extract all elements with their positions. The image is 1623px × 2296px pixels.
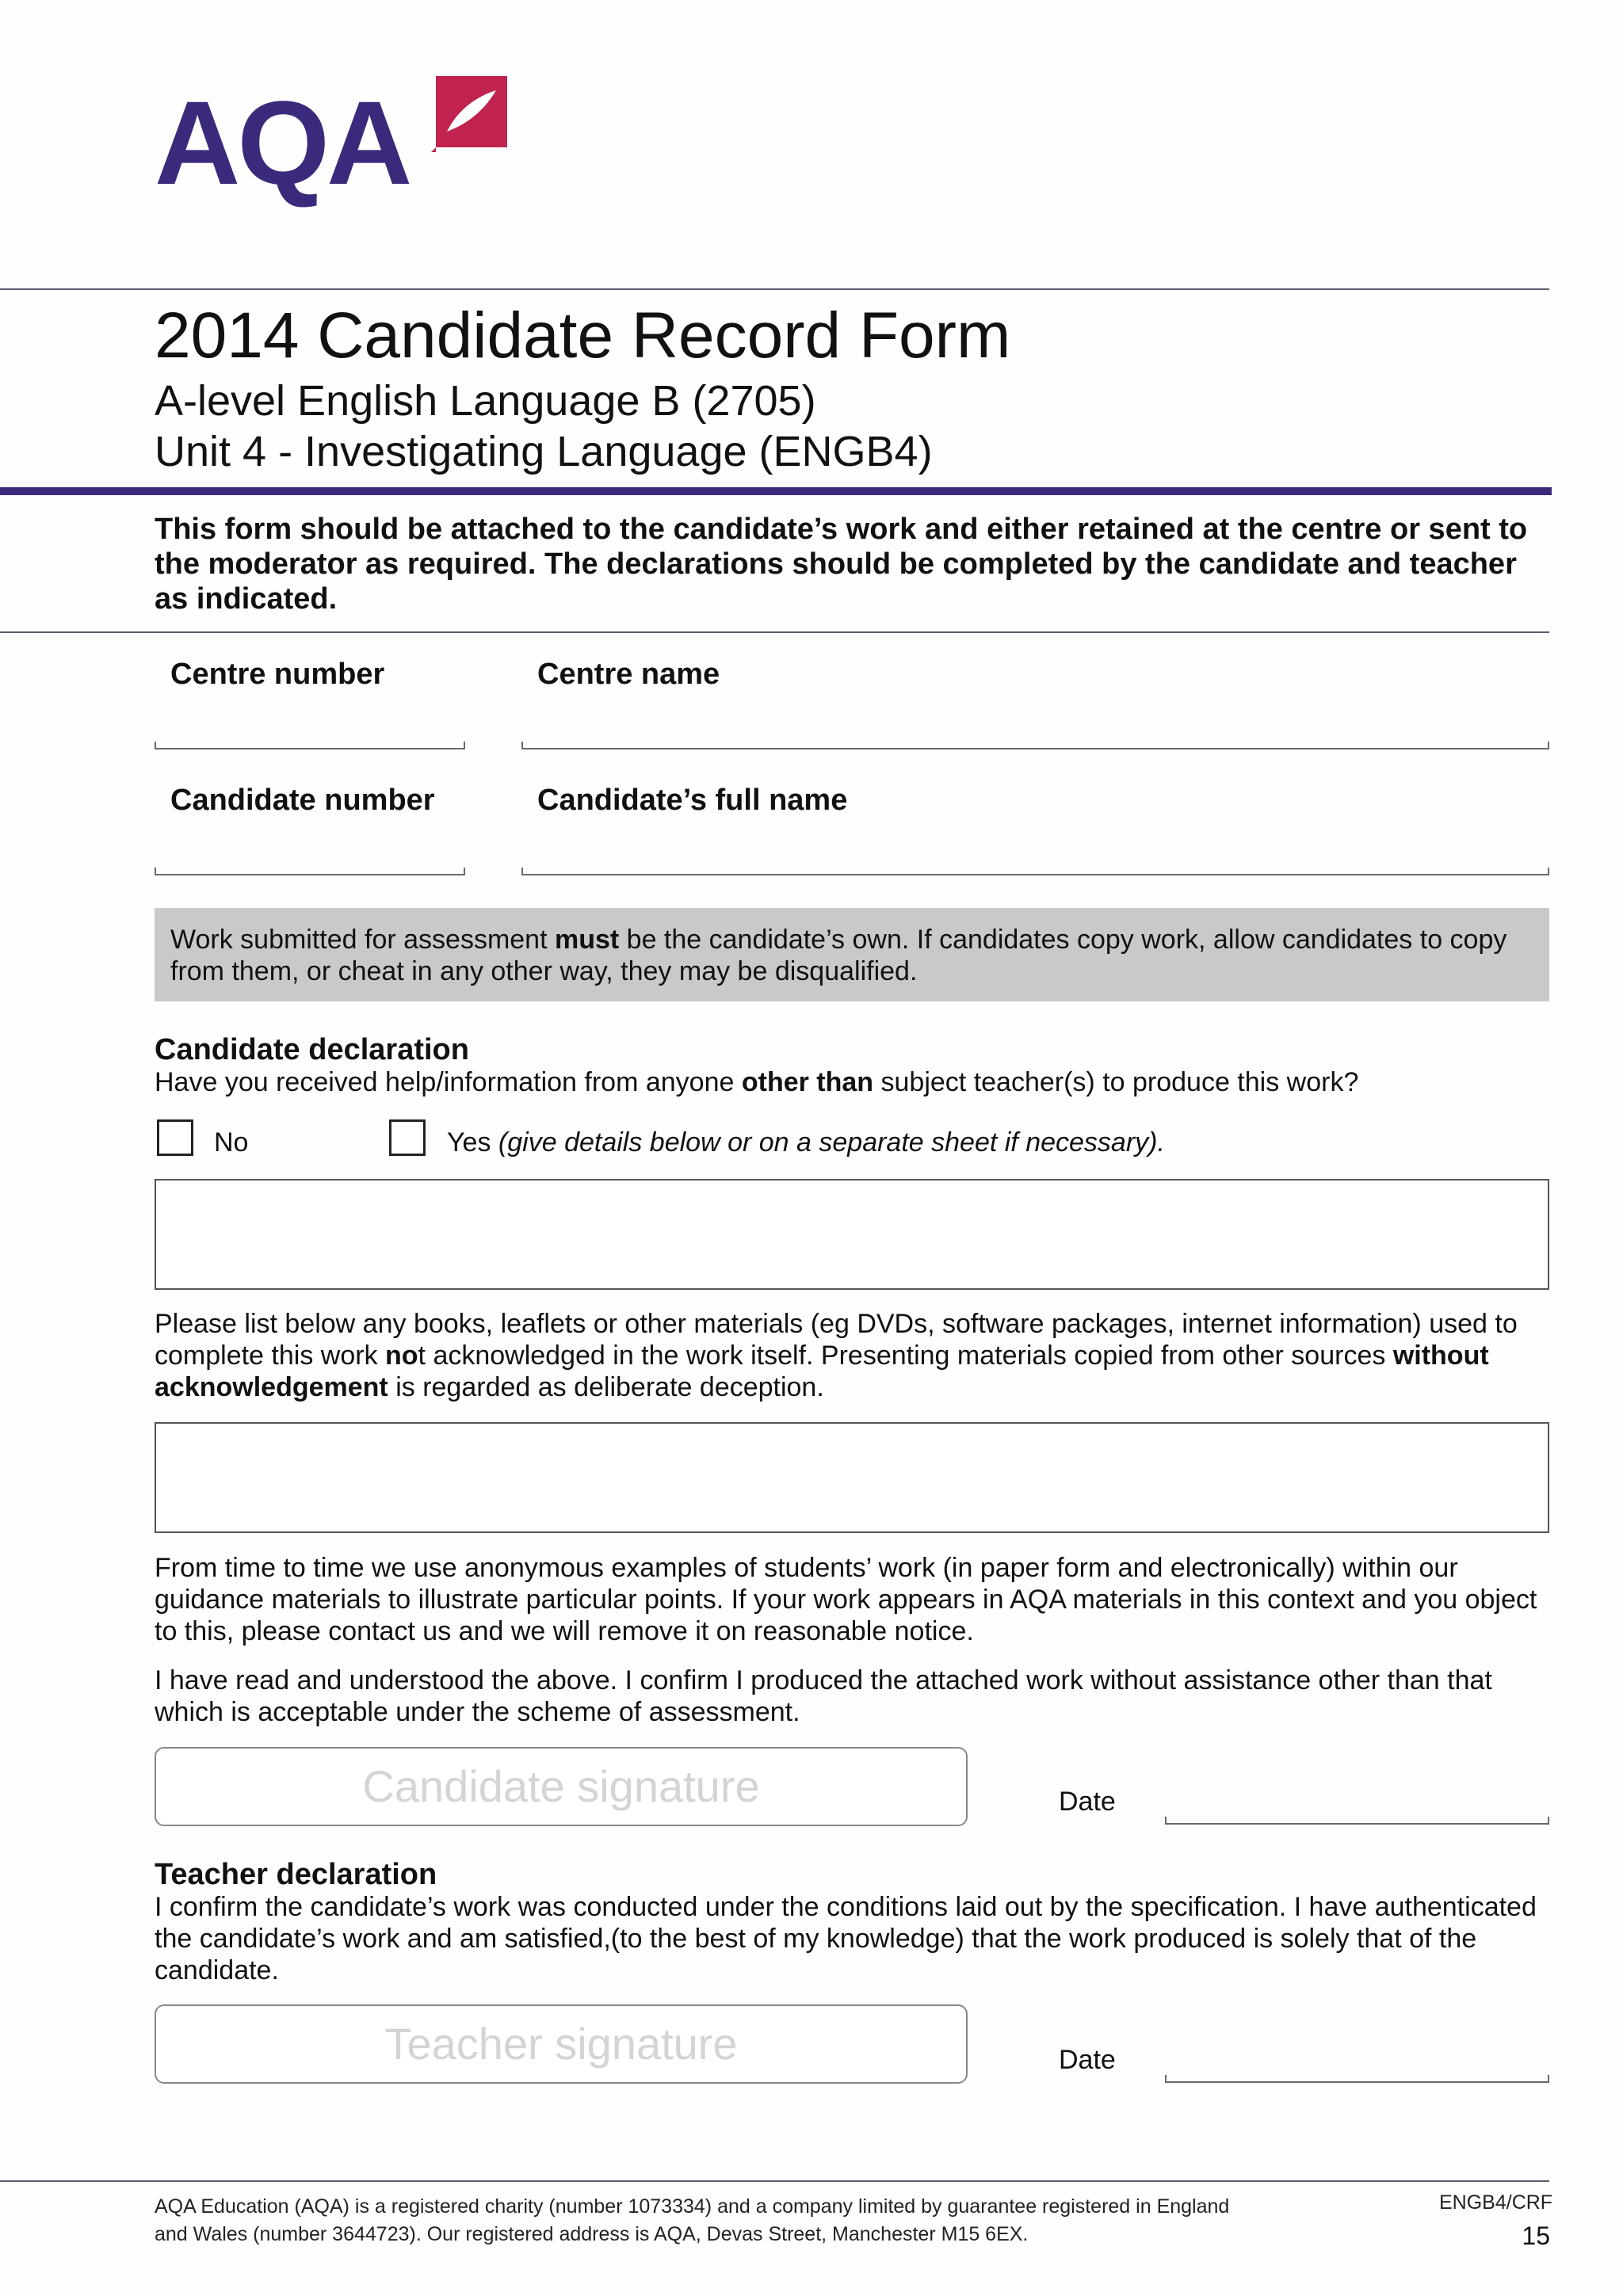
intro-instructions: This form should be attached to the candidate’s work and either retained at the centre or sent to the moderator as required. The declarations should be completed by the candidate and teacher as indicated. [155,513,1528,616]
warning-text-1: Work submitted for assessment [170,925,555,955]
aqa-logo: AQA [155,76,410,209]
candidate-number-field[interactable] [155,868,465,875]
footer-legal [155,2193,1229,2248]
candidate-full-name-field[interactable] [521,868,1549,875]
candidate-declaration-heading: Candidate declaration [155,1033,469,1066]
anonymous-examples-notice: From time to time we use anonymous examples of students’ work (in paper form and electronically) within our guidance materials to illustrate particular points. If your work appears in AQA materials in this context and you object to this, please contact us and we will remove it on reasonable notice. [155,1553,1537,1646]
yes-note: (give details below or on a separate sheet if necessary). [498,1127,1165,1158]
candidate-full-name-label: Candidate’s full name [537,784,848,817]
unit-subtitle: Unit 4 - Investigating Language (ENGB4) [155,428,933,475]
teacher-date-field[interactable] [1165,2075,1549,2083]
centre-number-field[interactable] [155,742,465,749]
materials-emphasis-2: without acknowledgement [155,1341,1489,1402]
malpractice-warning [155,908,1549,1001]
centre-name-field[interactable] [521,742,1549,749]
centre-number-label: Centre number [170,658,385,691]
materials-text-3: is regarded as deliberate deception. [388,1372,824,1402]
yes-checkbox[interactable] [389,1119,426,1156]
help-question-emphasis: other than [741,1067,874,1097]
yes-option [447,1127,1165,1158]
centre-name-label: Centre name [537,658,720,691]
warning-emphasis: must [554,925,620,955]
help-question-text-1: Have you received help/information from anyone [155,1067,742,1097]
candidate-signature-box[interactable]: Candidate signature [155,1747,968,1826]
help-details-box[interactable] [155,1179,1549,1290]
candidate-date-field[interactable] [1165,1817,1549,1825]
materials-text-1: Please list below any books, leaflets or other materials (eg DVDs, software packages, internet information) used to complete this work [155,1309,1518,1371]
footer-divider [0,2180,1549,2182]
form-code: ENGB4/CRF [1439,2191,1553,2214]
intro-divider [0,631,1549,633]
materials-text-2: t acknowledged in the work itself. Presenting materials copied from other sources [418,1341,1393,1371]
page-title: 2014 Candidate Record Form [155,299,1011,372]
footer-legal-line-1: AQA Education (AQA) is a registered charity (number 1073334) and a company limited by guarantee registered in England [155,2195,1230,2218]
aqa-logo-mark-icon [431,76,507,152]
page-number: 15 [1522,2222,1550,2250]
teacher-declaration-heading: Teacher declaration [155,1858,437,1891]
yes-label: Yes [447,1127,491,1158]
header-divider [0,288,1549,290]
candidate-date-label: Date [1059,1787,1116,1817]
footer-legal-line-2: and Wales (number 3644723). Our registered address is AQA, Devas Street, Manchester M15 6EX. [155,2223,1029,2245]
teacher-date-label: Date [1059,2045,1116,2075]
candidate-confirmation: I have read and understood the above. I confirm I produced the attached work without assistance other than that which is acceptable under the scheme of assessment. [155,1665,1492,1727]
warning-text-2: be the candidate’s own. If candidates copy work, allow candidates to copy from them, or cheat in any other way, they may be disqualified. [170,925,1507,986]
materials-emphasis-1: no [385,1341,418,1371]
candidate-number-label: Candidate number [170,784,435,817]
help-question [155,1066,1549,1098]
materials-list-box[interactable] [155,1422,1549,1533]
teacher-declaration-text: I confirm the candidate’s work was conducted under the conditions laid out by the specification. I have authenticated the candidate’s work and am satisfied,(to the best of my knowledge) that the work produced is solely that of the candidate. [155,1892,1537,1985]
no-label: No [214,1127,249,1158]
qualification-subtitle: A-level English Language B (2705) [155,377,816,425]
materials-instructions [155,1308,1549,1403]
teacher-signature-box[interactable]: Teacher signature [155,2004,968,2084]
no-checkbox[interactable] [157,1119,193,1156]
title-divider [0,487,1552,495]
help-question-text-2: subject teacher(s) to produce this work? [873,1067,1359,1097]
